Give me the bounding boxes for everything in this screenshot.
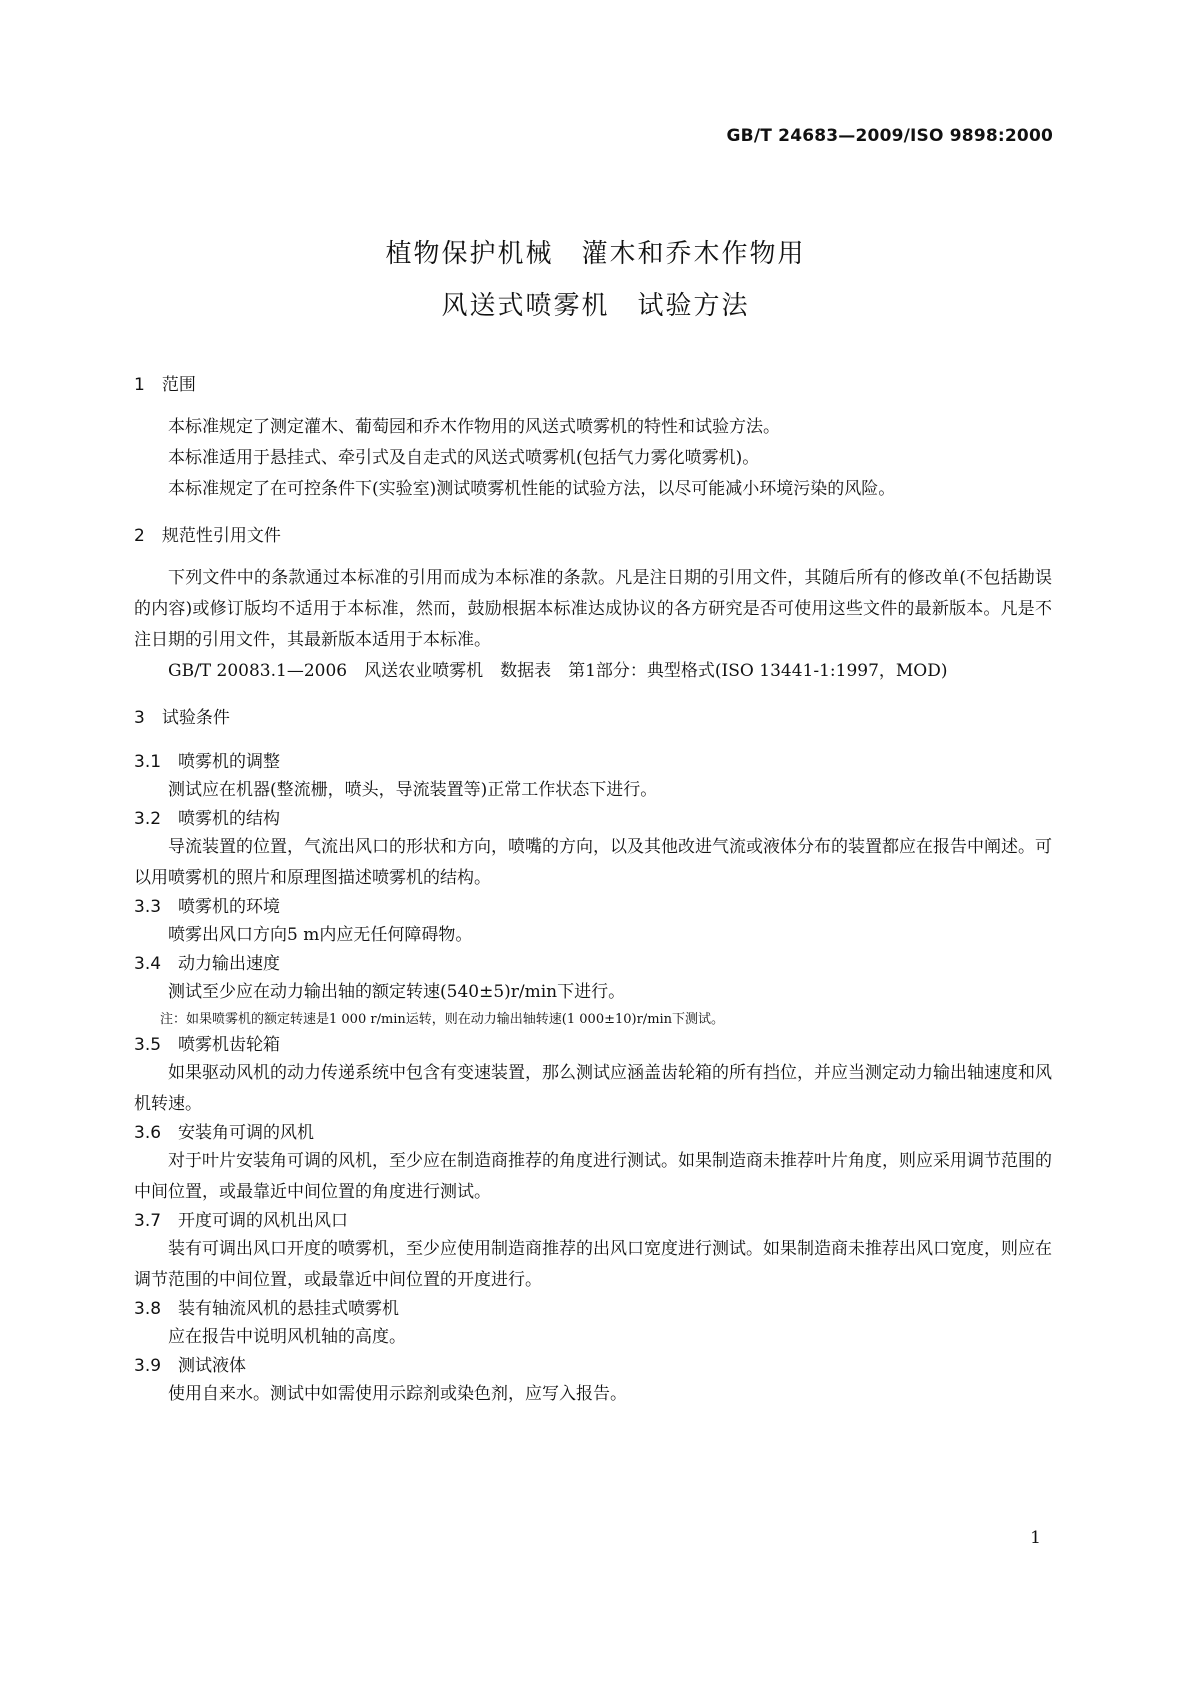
- standard-code: GB/T 24683—2009/ISO 9898:2000: [726, 126, 1053, 146]
- section-2-heading: 2 规范性引用文件: [134, 526, 281, 546]
- title-line-2: 风送式喷雾机 试验方法: [441, 291, 750, 321]
- section-3-1-text: 测试应在机器(整流栅，喷头，导流装置等)正常工作状态下进行。: [168, 780, 658, 800]
- section-3-5-text: 如果驱动风机的动力传递系统中包含有变速装置，那么测试应涵盖齿轮箱的所有挡位，并应当测定动力输出轴速度和风机转速。: [134, 1063, 1052, 1114]
- document-body: [134, 372, 1052, 1410]
- section-3-3-text: 喷雾出风口方向5 m内应无任何障碍物。: [168, 925, 473, 945]
- section-1-paragraph-2: 本标准适用于悬挂式、牵引式及自走式的风送式喷雾机(包括气力雾化喷雾机)。: [168, 448, 760, 468]
- section-3-7-heading: 3.7 开度可调的风机出风口: [134, 1211, 349, 1231]
- section-3-3-heading: 3.3 喷雾机的环境: [134, 897, 281, 917]
- section-2-reference: GB/T 20083.1—2006 风送农业喷雾机 数据表 第1部分：典型格式(ISO 13441-1:1997，MOD): [168, 661, 948, 681]
- section-1-paragraph-1: 本标准规定了测定灌木、葡萄园和乔木作物用的风送式喷雾机的特性和试验方法。: [168, 417, 780, 437]
- section-1-paragraph-3: 本标准规定了在可控条件下(实验室)测试喷雾机性能的试验方法，以尽可能减小环境污染的风险。: [168, 479, 896, 499]
- document-title: [0, 228, 1191, 332]
- section-3-8-heading: 3.8 装有轴流风机的悬挂式喷雾机: [134, 1299, 400, 1319]
- section-3-6-text: 对于叶片安装角可调的风机，至少应在制造商推荐的角度进行测试。如果制造商未推荐叶片角度，则应采用调节范围的中间位置，或最靠近中间位置的角度进行测试。: [134, 1151, 1052, 1202]
- section-3-4-text: 测试至少应在动力输出轴的额定转速(540±5)r/min下进行。: [168, 982, 626, 1002]
- title-line-1: 植物保护机械 灌木和乔木作物用: [385, 239, 806, 269]
- section-1-heading: 1 范围: [134, 375, 196, 395]
- section-3-9-heading: 3.9 测试液体: [134, 1356, 247, 1376]
- section-3-4-note: 注：如果喷雾机的额定转速是1 000 r/min运转，则在动力输出轴转速(1 000±10)r/min下测试。: [160, 1012, 725, 1027]
- section-2-paragraph: 下列文件中的条款通过本标准的引用而成为本标准的条款。凡是注日期的引用文件，其随后所有的修改单(不包括勘误的内容)或修订版均不适用于本标准，然而，鼓励根据本标准达成协议的各方研究是否可使用这些文件的最新版本。凡是不注日期的引用文件，其最新版本适用于本标准。: [134, 568, 1052, 650]
- page-number: 1: [1030, 1528, 1041, 1548]
- section-3-2-heading: 3.2 喷雾机的结构: [134, 809, 281, 829]
- section-3-heading: 3 试验条件: [134, 708, 230, 728]
- section-3-6-heading: 3.6 安装角可调的风机: [134, 1123, 315, 1143]
- section-3-7-text: 装有可调出风口开度的喷雾机，至少应使用制造商推荐的出风口宽度进行测试。如果制造商未推荐出风口宽度，则应在调节范围的中间位置，或最靠近中间位置的开度进行。: [134, 1239, 1052, 1290]
- section-3-2-text: 导流装置的位置，气流出风口的形状和方向，喷嘴的方向，以及其他改进气流或液体分布的装置都应在报告中阐述。可以用喷雾机的照片和原理图描述喷雾机的结构。: [134, 837, 1052, 888]
- section-3-4-heading: 3.4 动力输出速度: [134, 954, 281, 974]
- section-3-5-heading: 3.5 喷雾机齿轮箱: [134, 1035, 281, 1055]
- section-3-1-heading: 3.1 喷雾机的调整: [134, 752, 281, 772]
- section-3-9-text: 使用自来水。测试中如需使用示踪剂或染色剂，应写入报告。: [168, 1384, 627, 1404]
- section-3-8-text: 应在报告中说明风机轴的高度。: [168, 1327, 406, 1347]
